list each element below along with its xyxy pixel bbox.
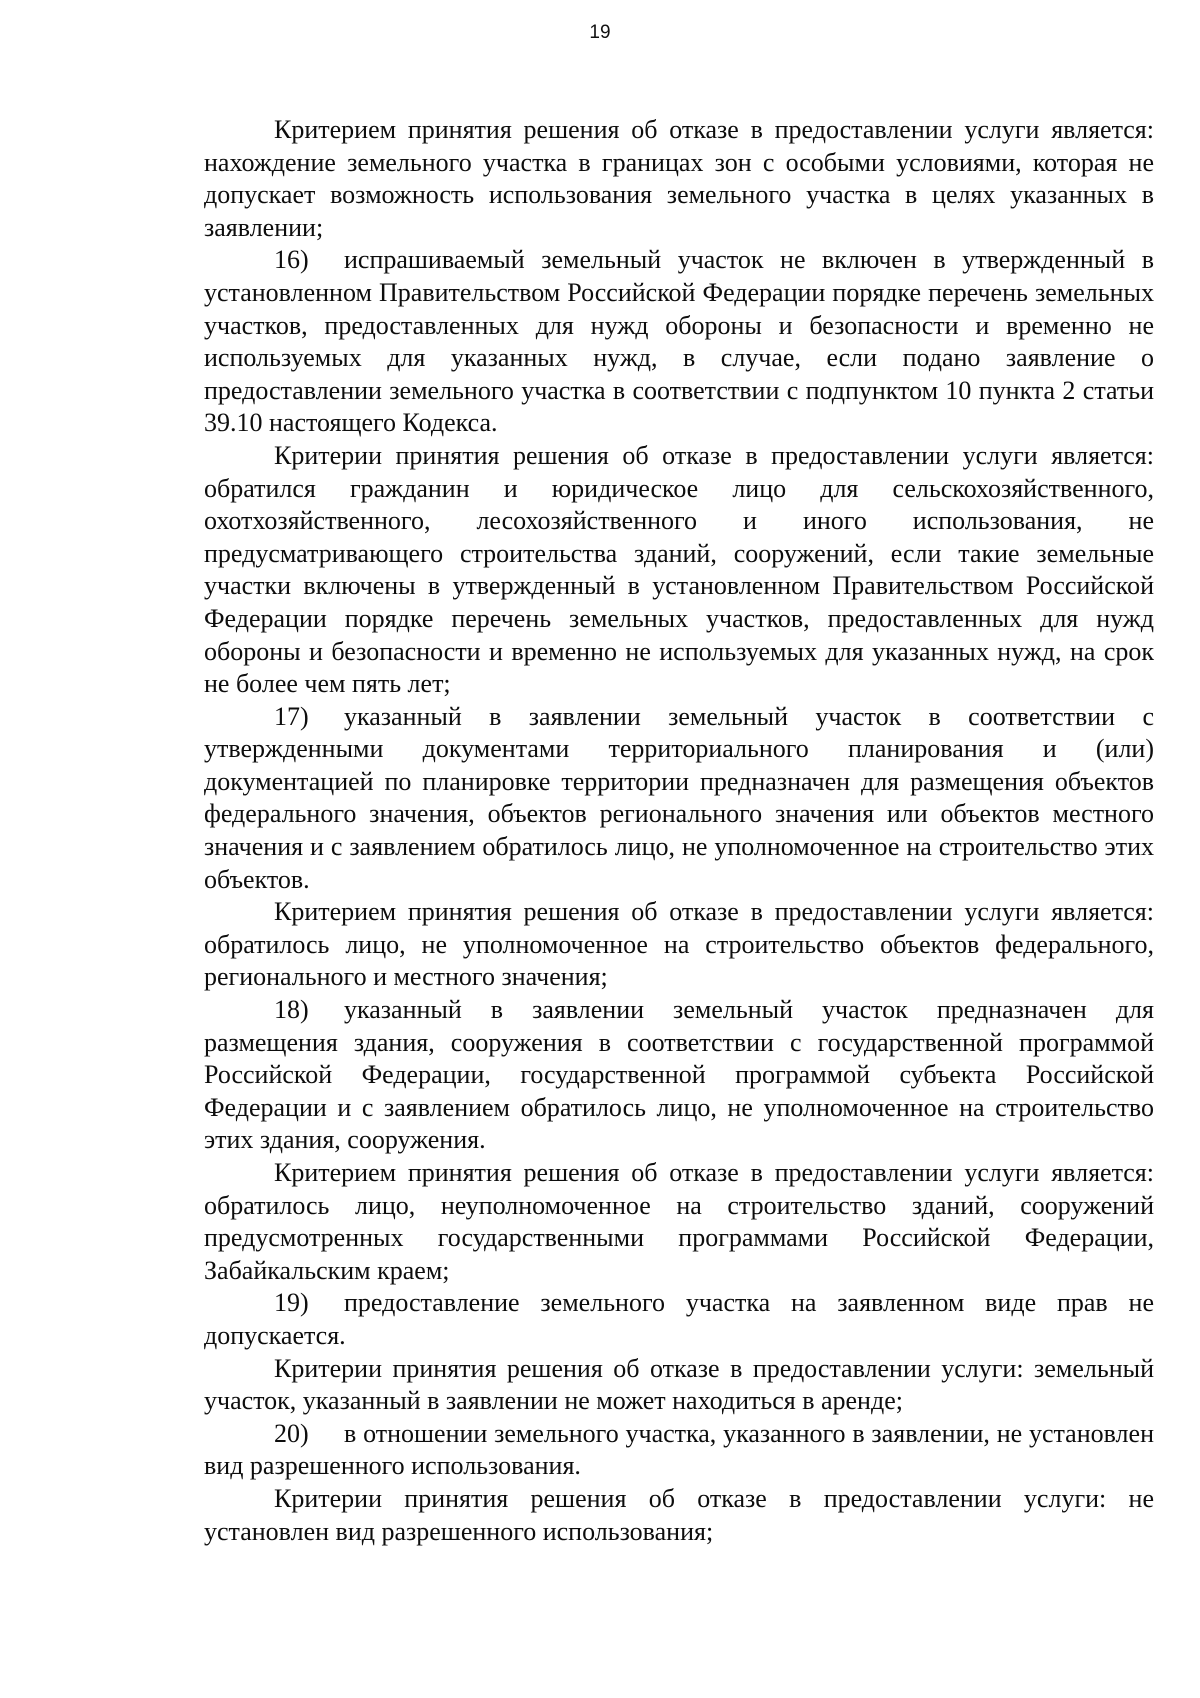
list-item-19 [204, 1287, 1154, 1352]
document-body [204, 114, 1154, 1548]
paragraph-criteria-6 [204, 1483, 1154, 1548]
paragraph-text: Критерием принятия решения об отказе в предоставлении услуги является: обратилось лицо, неуполномоченное на строительство зданий, сооружений предусмотренных государственными программами Российской Федерации, Забайкальским краем; [204, 1158, 1154, 1285]
list-item-16 [204, 244, 1154, 440]
paragraph-criteria-2 [204, 440, 1154, 701]
list-item-text: в отношении земельного участка, указанного в заявлении, не установлен вид разрешенного использования. [204, 1418, 1154, 1481]
list-item-number: 20) [274, 1418, 309, 1448]
paragraph-text: Критерии принятия решения об отказе в предоставлении услуги является: обратился гражданин и юридическое лицо для сельскохозяйственного, охотхозяйственного, лесохозяйственного и иного использования, не предусматривающего строительства зданий, сооружений, если такие земельные участки включены в утвержденный в установленном Правительством Российской Федерации порядке перечень земельных участков, предоставленных для нужд обороны и безопасности и временно не используемых для указанных нужд, на срок не более чем пять лет; [204, 440, 1154, 699]
list-item-20 [204, 1418, 1154, 1483]
paragraph-text: Критерием принятия решения об отказе в предоставлении услуги является: нахождение земельного участка в границах зон с особыми условиями, которая не допускает возможность использования земельного участка в целях указанных в заявлении; [204, 115, 1154, 242]
paragraph-criteria-4 [204, 1157, 1154, 1287]
page-number: 19 [589, 22, 611, 43]
list-item-text: указанный в заявлении земельный участок в соответствии с утвержденными документами территориального планирования и (или) документацией по планировке территории предназначен для размещения объектов федерального значения, объектов регионального значения или объектов местного значения и с заявлением обратилось лицо, не уполномоченное на строительство этих объектов. [204, 701, 1154, 894]
paragraph-text: Критерии принятия решения об отказе в предоставлении услуги: земельный участок, указанный в заявлении не может находиться в аренде; [204, 1353, 1154, 1416]
list-item-18 [204, 994, 1154, 1157]
paragraph-text: Критерии принятия решения об отказе в предоставлении услуги: не установлен вид разрешенного использования; [204, 1483, 1154, 1546]
paragraph-text: Критерием принятия решения об отказе в предоставлении услуги является: обратилось лицо, не уполномоченное на строительство объектов федерального, регионального и местного значения; [204, 897, 1154, 992]
paragraph-criteria-3 [204, 896, 1154, 994]
list-item-text: указанный в заявлении земельный участок предназначен для размещения здания, сооружения в соответствии с государственной программой Российской Федерации, государственной программой субъекта Российской Федерации и с заявлением обратилось лицо, не уполномоченное на строительство этих здания, сооружения. [204, 995, 1154, 1155]
list-item-number: 18) [274, 995, 309, 1025]
list-item-number: 16) [274, 245, 309, 275]
list-item-17 [204, 701, 1154, 897]
paragraph-criteria-1 [204, 114, 1154, 244]
list-item-number: 17) [274, 701, 309, 731]
list-item-text: испрашиваемый земельный участок не включен в утвержденный в установленном Правительством Российской Федерации порядке перечень земельных участков, предоставленных для нужд обороны и безопасности и временно не используемых для указанных нужд, в случае, если подано заявление о предоставлении земельного участка в соответствии с подпунктом 10 пункта 2 статьи 39.10 настоящего Кодекса. [204, 245, 1154, 438]
list-item-text: предоставление земельного участка на заявленном виде прав не допускается. [204, 1288, 1154, 1350]
paragraph-criteria-5 [204, 1353, 1154, 1418]
list-item-number: 19) [274, 1288, 309, 1318]
